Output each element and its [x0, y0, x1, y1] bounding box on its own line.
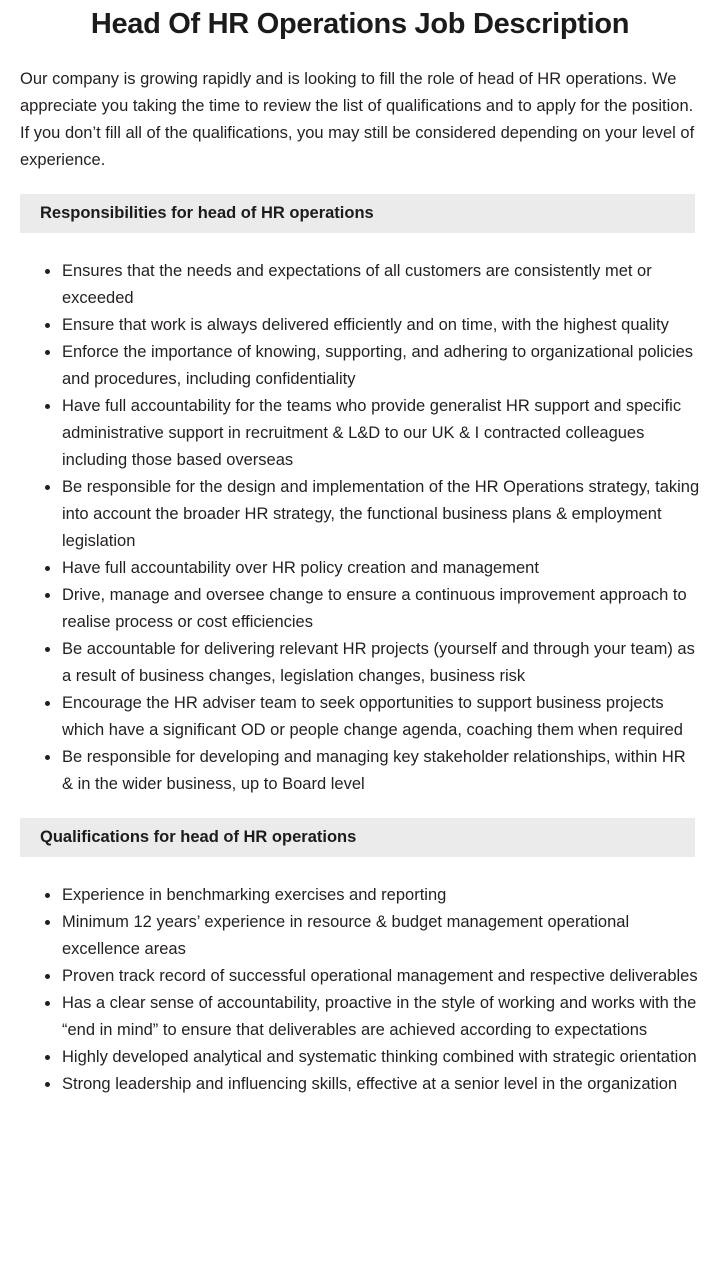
list-item: Drive, manage and oversee change to ensure a continuous improvement approach to realise process or cost efficiencies: [62, 582, 700, 636]
list-item: Be accountable for delivering relevant HR projects (yourself and through your team) as a result of business changes, legislation changes, business risk: [62, 636, 700, 690]
qualifications-heading-bar: [20, 818, 695, 857]
list-item: Enforce the importance of knowing, supporting, and adhering to organizational policies and procedures, including confidentiality: [62, 339, 700, 393]
intro-paragraph: Our company is growing rapidly and is looking to fill the role of head of HR operations. We appreciate you taking the time to review the list of qualifications and to apply for the position. If you don’t fill all of the qualifications, you may still be considered depending on your level of experience.: [20, 70, 695, 169]
list-item: Ensures that the needs and expectations of all customers are consistently met or exceeded: [62, 258, 700, 312]
list-item: Proven track record of successful operational management and respective deliverables: [62, 963, 700, 990]
section-responsibilities: [0, 194, 720, 798]
list-item: Have full accountability over HR policy creation and management: [62, 555, 700, 582]
page-title: Head Of HR Operations Job Description: [90, 8, 630, 40]
list-item: Be responsible for the design and implementation of the HR Operations strategy, taking into account the broader HR strategy, the functional business plans & employment legislation: [62, 474, 700, 555]
responsibilities-heading-bar: [20, 194, 695, 233]
responsibilities-list: [20, 258, 700, 798]
list-item: Highly developed analytical and systematic thinking combined with strategic orientation: [62, 1044, 700, 1071]
list-item: Has a clear sense of accountability, proactive in the style of working and works with the “end in mind” to ensure that deliverables are achieved according to expectations: [62, 990, 700, 1044]
list-item: Minimum 12 years’ experience in resource & budget management operational excellence areas: [62, 909, 700, 963]
list-item: Experience in benchmarking exercises and reporting: [62, 882, 700, 909]
section-qualifications: [0, 818, 720, 1098]
list-item: Strong leadership and influencing skills, effective at a senior level in the organization: [62, 1071, 700, 1098]
list-item: Be responsible for developing and managing key stakeholder relationships, within HR & in the wider business, up to Board level: [62, 744, 700, 798]
responsibilities-heading: Responsibilities for head of HR operations: [40, 204, 374, 222]
qualifications-heading: Qualifications for head of HR operations: [40, 828, 357, 846]
list-item: Have full accountability for the teams who provide generalist HR support and specific administrative support in recruitment & L&D to our UK & I contracted colleagues including those based overseas: [62, 393, 700, 474]
qualifications-list: [20, 882, 700, 1098]
list-item: Ensure that work is always delivered efficiently and on time, with the highest quality: [62, 312, 700, 339]
list-item: Encourage the HR adviser team to seek opportunities to support business projects which have a significant OD or people change agenda, coaching them when required: [62, 690, 700, 744]
